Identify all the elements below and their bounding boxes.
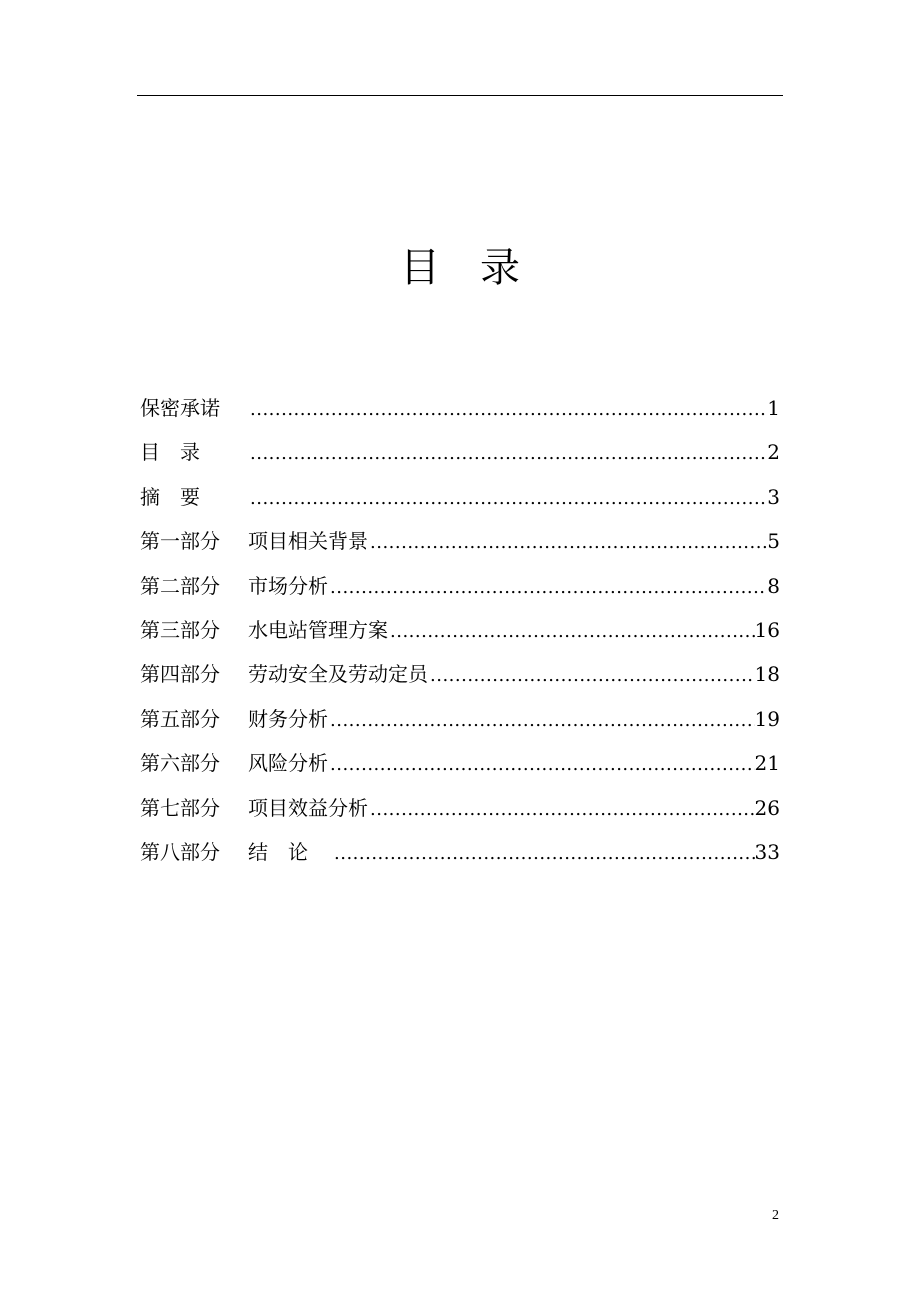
toc-leader-dots [248, 432, 767, 476]
toc-leader-dots [248, 477, 767, 521]
toc-entry-title: 风险分析 [248, 751, 328, 776]
toc-entry-title: 项目相关背景 [248, 529, 368, 554]
toc-leader-dots [328, 743, 755, 787]
page-title: 目 录 [400, 245, 520, 291]
toc-entry-label: 第七部分 [140, 795, 220, 820]
toc-entry-contents[interactable] [140, 430, 780, 474]
toc-entry-part-8[interactable] [140, 830, 780, 874]
toc-entry-part-4[interactable] [140, 652, 780, 696]
toc-entry-part-7[interactable] [140, 786, 780, 830]
toc-entry-part-5[interactable] [140, 697, 780, 741]
toc-entry-page: 3 [767, 484, 780, 509]
toc-entry-part-3[interactable] [140, 608, 780, 652]
toc-entry-part-2[interactable] [140, 564, 780, 608]
toc-leader-dots [368, 521, 767, 565]
toc-entry-page: 19 [754, 706, 780, 731]
toc-entry-title: 水电站管理方案 [248, 617, 388, 642]
toc-entry-title: 劳动安全及劳动定员 [248, 662, 428, 687]
toc-entry-label: 第三部分 [140, 617, 220, 642]
toc-entry-page: 8 [767, 573, 780, 598]
toc-entry-title: 结 论 [248, 839, 308, 864]
toc-entry-page: 1 [767, 396, 780, 420]
toc-entry-page: 18 [754, 662, 780, 687]
toc-entry-label: 第八部分 [140, 839, 220, 864]
toc-entry-page: 16 [754, 617, 780, 642]
toc-entry-title: 市场分析 [248, 573, 328, 598]
toc-entry-part-1[interactable] [140, 519, 780, 563]
toc-entry-label: 第二部分 [140, 573, 220, 598]
toc-entry-title: 财务分析 [248, 706, 328, 731]
toc-entry-label: 保密承诺 [140, 396, 220, 420]
toc-entry-abstract[interactable] [140, 475, 780, 519]
header-rule [137, 95, 783, 96]
toc-entry-part-6[interactable] [140, 741, 780, 785]
toc-leader-dots [428, 654, 755, 698]
toc-entry-label: 第六部分 [140, 751, 220, 776]
toc-entry-label: 第四部分 [140, 662, 220, 687]
toc-leader-dots [332, 832, 755, 876]
toc-entry-label: 第五部分 [140, 706, 220, 731]
toc-entry-page: 33 [754, 839, 780, 864]
toc-entry-label: 第一部分 [140, 529, 220, 554]
toc-entry-confidentiality[interactable] [140, 386, 780, 430]
toc-leader-dots [368, 788, 755, 832]
toc-entry-page: 26 [754, 795, 780, 820]
footer-page-number: 2 [772, 1208, 779, 1223]
toc-entry-label: 目 录 [140, 440, 200, 465]
toc-leader-dots [388, 610, 755, 654]
table-of-contents [140, 386, 780, 874]
toc-leader-dots [328, 566, 767, 610]
toc-leader-dots [328, 699, 755, 743]
toc-entry-label: 摘 要 [140, 484, 200, 509]
toc-leader-dots [248, 388, 767, 432]
toc-entry-title: 项目效益分析 [248, 795, 368, 820]
toc-entry-page: 2 [767, 440, 780, 465]
toc-entry-page: 21 [754, 751, 780, 776]
toc-entry-page: 5 [767, 529, 780, 554]
